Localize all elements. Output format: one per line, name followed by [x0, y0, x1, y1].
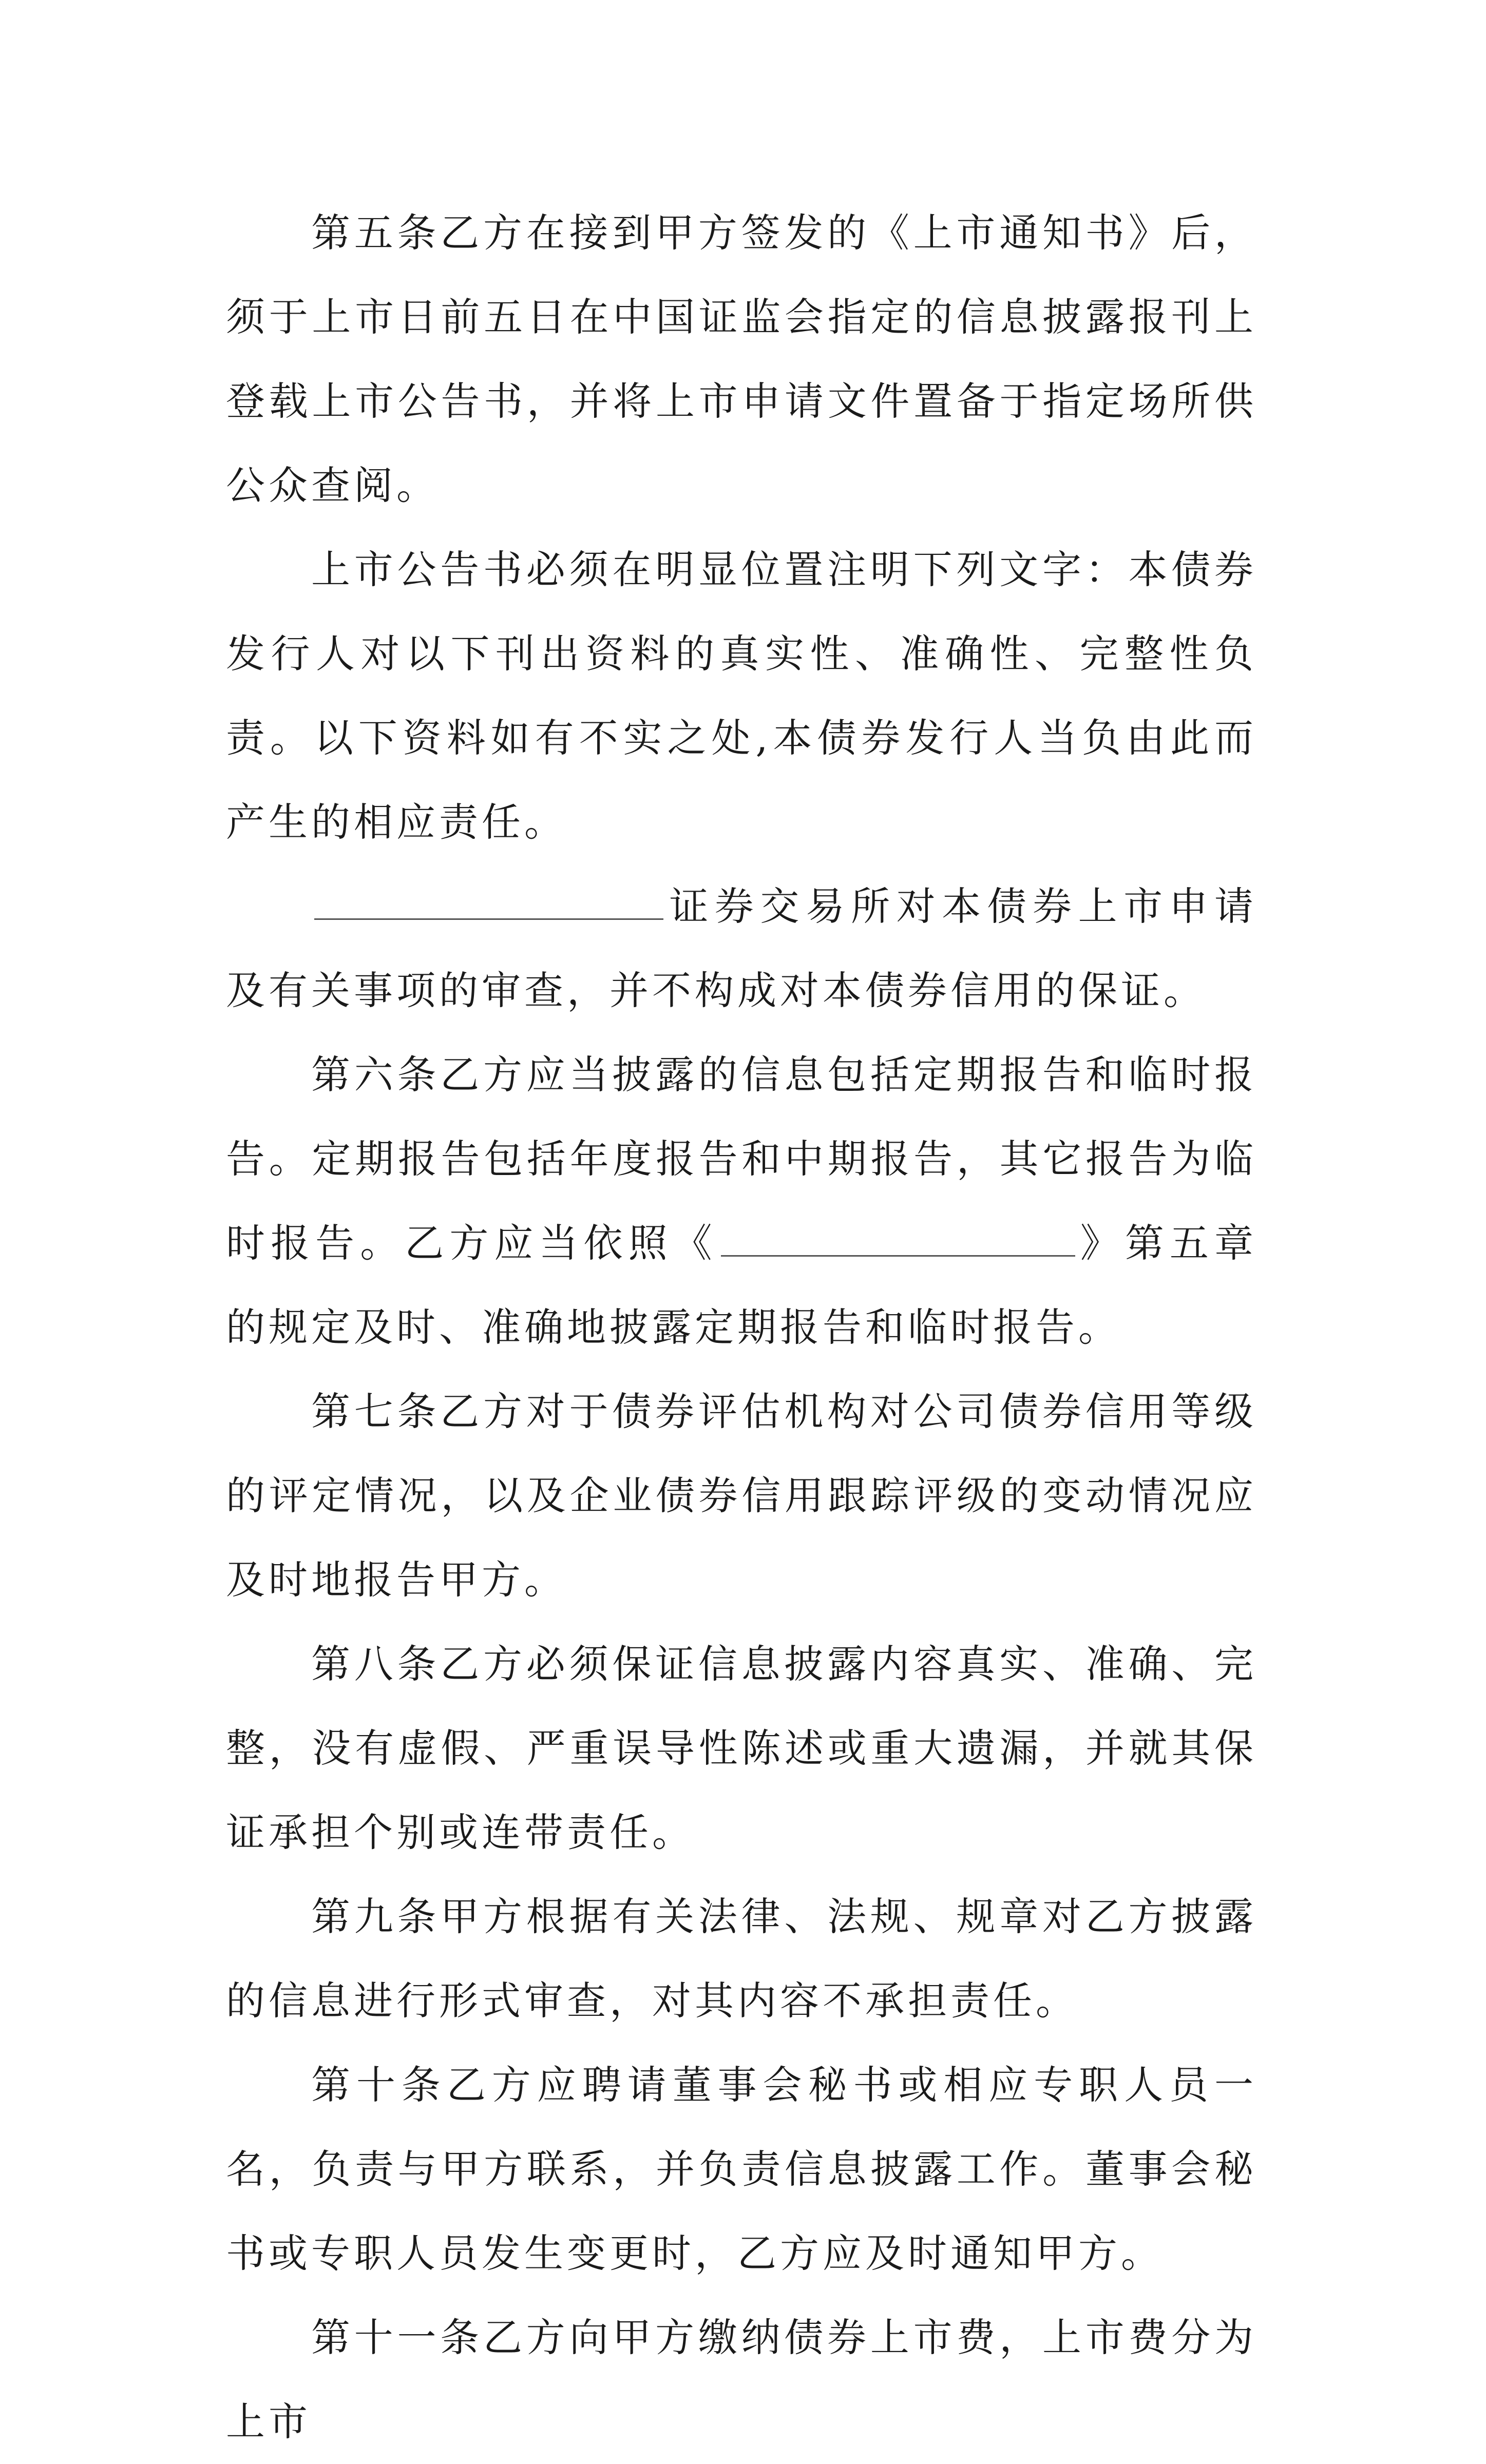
- exchange-disclaimer-text: 证券交易所对本债券上市申请及有关事项的审查，并不构成对本债券信用的保证。: [226, 883, 1257, 1013]
- article-10-paragraph: 第十条乙方应聘请董事会秘书或相应专职人员一名，负责与甲方联系，并负责信息披露工作。董事会秘书或专职人员发生变更时，乙方应及时通知甲方。: [226, 2062, 1257, 2276]
- article-5-paragraph: 第五条乙方在接到甲方签发的《上市通知书》后，须于上市日前五日在中国证监会指定的信息披露报刊上登载上市公告书，并将上市申请文件置备于指定场所供公众查阅。: [226, 210, 1257, 508]
- article-6-text-start: 第六条乙方应当披露的信息包括定期报告和临时报告。定期报告包括年度报告和中期报告，其它报告为临时报告。乙方应当依照《: [226, 1052, 1257, 1266]
- article-7-paragraph: 第七条乙方对于债券评估机构对公司债券信用等级的评定情况，以及企业债券信用跟踪评级的变动情况应及时地报告甲方。: [226, 1389, 1257, 1603]
- exchange-name-blank: [314, 918, 663, 920]
- listing-notice-statement-paragraph: 上市公告书必须在明显位置注明下列文字：本债券发行人对以下刊出资料的真实性、准确性、完整性负责。以下资料如有不实之处,本债券发行人当负由此而产生的相应责任。: [226, 547, 1257, 845]
- regulation-name-blank: [721, 1255, 1075, 1257]
- article-6-paragraph: [226, 1033, 1257, 1370]
- article-6-text-end: 》第五章的规定及时、准确地披露定期报告和临时报告。: [226, 1220, 1258, 1350]
- document-body: [226, 191, 1257, 2464]
- exchange-disclaimer-paragraph: [226, 864, 1257, 1033]
- article-11-paragraph: 第十一条乙方向甲方缴纳债券上市费，上市费分为上市: [226, 2315, 1257, 2444]
- article-8-paragraph: 第八条乙方必须保证信息披露内容真实、准确、完整，没有虚假、严重误导性陈述或重大遗漏，并就其保证承担个别或连带责任。: [226, 1641, 1257, 1855]
- article-9-paragraph: 第九条甲方根据有关法律、法规、规章对乙方披露的信息进行形式审查，对其内容不承担责任。: [226, 1894, 1257, 2024]
